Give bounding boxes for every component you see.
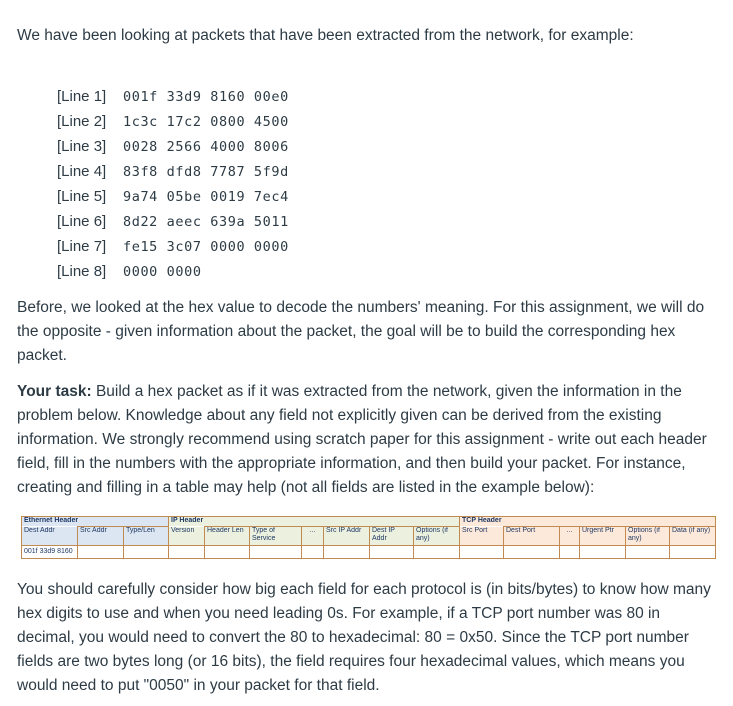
field-src-ip-addr: Src IP Addr — [324, 527, 370, 546]
field-version: Version — [169, 527, 205, 546]
ethernet-header-label: Ethernet Header — [22, 517, 169, 527]
empty-cell — [580, 546, 626, 559]
field-dest-addr: Dest Addr — [22, 527, 78, 546]
task-paragraph — [17, 380, 722, 500]
empty-cell — [670, 546, 716, 559]
hex-line-label: [Line 5] — [57, 188, 107, 205]
hex-packet-example — [57, 84, 289, 284]
hex-line-value: 001f 33d9 8160 00e0 — [123, 88, 289, 105]
hex-line — [57, 259, 289, 284]
empty-cell — [324, 546, 370, 559]
hex-line-label: [Line 1] — [57, 88, 107, 105]
example-value-cell: 001f 33d9 8160 — [22, 546, 78, 559]
tcp-header-label: TCP Header — [460, 517, 716, 527]
hex-line-label: [Line 2] — [57, 113, 107, 130]
hex-line-label: [Line 6] — [57, 213, 107, 230]
empty-cell — [414, 546, 460, 559]
hex-line-label: [Line 8] — [57, 263, 107, 280]
task-lead: Your task: — [17, 383, 92, 400]
field-dest-port: Dest Port — [504, 527, 560, 546]
hex-line-value: 8d22 aeec 639a 5011 — [123, 213, 289, 230]
hex-line-label: [Line 7] — [57, 238, 107, 255]
empty-cell — [302, 546, 324, 559]
field-data: Data (if any) — [670, 527, 716, 546]
hex-line-value: 0000 0000 — [123, 263, 202, 280]
field-header-len: Header Len — [205, 527, 250, 546]
intro-paragraph: We have been looking at packets that have been extracted from the network, for example: — [17, 27, 634, 44]
empty-cell — [205, 546, 250, 559]
field-dest-ip-addr: Dest IP Addr — [370, 527, 414, 546]
hex-line — [57, 234, 289, 259]
field-src-port: Src Port — [460, 527, 504, 546]
before-paragraph: Before, we looked at the hex value to decode the numbers' meaning. For this assignment, we will do the opposite - given information about the packet, the goal will be to build the corresponding hex packet. — [17, 299, 705, 364]
hex-line — [57, 109, 289, 134]
task-body: Build a hex packet as if it was extracted from the network, given the information in the problem below. Knowledge about any field not explicitly given can be derived from the existing information. We strongly recommend using scratch paper for this assignment - write out each header field, fill in the numbers with the appropriate information, and then build your packet. For instance, creating and filling in a table may help (not all fields are listed in the example below): — [17, 383, 707, 496]
hex-line-value: 1c3c 17c2 0800 4500 — [123, 113, 289, 130]
ip-header-label: IP Header — [169, 517, 460, 527]
hex-line-value: 0028 2566 4000 8006 — [123, 138, 289, 155]
empty-cell — [504, 546, 560, 559]
packet-header-table — [21, 516, 716, 559]
hex-line — [57, 159, 289, 184]
empty-cell — [250, 546, 302, 559]
empty-cell — [560, 546, 580, 559]
hex-line-value: fe15 3c07 0000 0000 — [123, 238, 289, 255]
hex-line-label: [Line 4] — [57, 163, 107, 180]
empty-cell — [460, 546, 504, 559]
hex-line — [57, 184, 289, 209]
empty-cell — [626, 546, 670, 559]
field-tcp-options: Options (if any) — [626, 527, 670, 546]
empty-cell — [370, 546, 414, 559]
hex-line — [57, 84, 289, 109]
hex-line — [57, 209, 289, 234]
hex-line — [57, 134, 289, 159]
field-ellipsis: ... — [560, 527, 580, 546]
empty-cell — [124, 546, 169, 559]
field-urgent-ptr: Urgent Ptr — [580, 527, 626, 546]
field-ellipsis: ... — [302, 527, 324, 546]
empty-cell — [78, 546, 124, 559]
hex-line-value: 9a74 05be 0019 7ec4 — [123, 188, 289, 205]
closing-paragraph: You should carefully consider how big each field for each protocol is (in bits/bytes) to know how many hex digits to use and when you need leading 0s. For example, if a TCP port number was 80 in decimal, you would need to convert the 80 to hexadecimal: 80 = 0x50. Since the TCP port number fields are two bytes long (or 16 bits), the field requires four hexadecimal values, which means you would need to put "0050" in your packet for that field. — [17, 581, 711, 694]
field-type-len: Type/Len — [124, 527, 169, 546]
hex-line-label: [Line 3] — [57, 138, 107, 155]
field-ip-options: Options (if any) — [414, 527, 460, 546]
field-src-addr: Src Addr — [78, 527, 124, 546]
empty-cell — [169, 546, 205, 559]
hex-line-value: 83f8 dfd8 7787 5f9d — [123, 163, 289, 180]
field-type-of-service: Type of Service — [250, 527, 302, 546]
